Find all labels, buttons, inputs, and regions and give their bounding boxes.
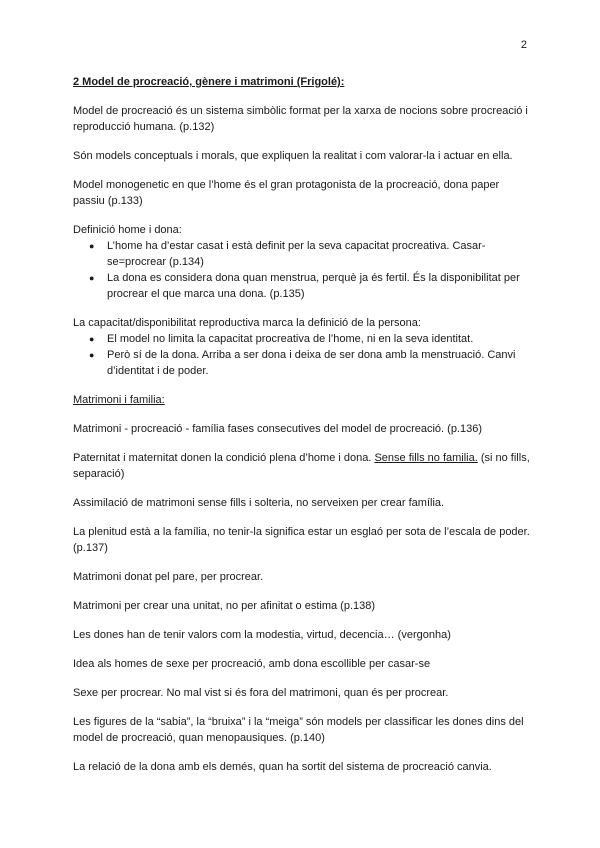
document-body bbox=[73, 74, 533, 788]
paragraph-sex-idea: Idea als homes de sexe per procreació, amb dona escollible per casar-se bbox=[73, 658, 431, 670]
paragraph-unity-marriage: Matrimoni per crear una unitat, no per afinitat o estima (p.138) bbox=[73, 600, 376, 612]
capacity-block bbox=[73, 315, 533, 379]
parenthood-note: (si no fills, separació) bbox=[73, 452, 530, 480]
definition-list bbox=[73, 238, 533, 302]
definition-block bbox=[73, 222, 533, 302]
paragraph-plenitude: La plenitud està a la família, no tenir-la significa estar un esglaó per sota de l’escala de poder. (p.137) bbox=[73, 526, 530, 554]
paragraph-sex-procreation: Sexe per procrear. No mal vist si és fora del matrimoni, quan és per procrear. bbox=[73, 687, 449, 699]
list-item: ● Però sí de la dona. Arriba a ser dona i deixa de ser dona amb la menstruació. Canvi d’identitat i de poder. bbox=[107, 347, 533, 379]
capacity-intro: La capacitat/disponibilitat reproductiva marca la definició de la persona: bbox=[73, 317, 421, 329]
paragraph-relation: La relació de la dona amb els demés, quan ha sortit del sistema de procreació canvia. bbox=[73, 761, 492, 773]
paragraph-parenthood bbox=[73, 450, 533, 482]
parenthood-text: Paternitat i maternitat donen la condició plena d’home i dona. bbox=[73, 452, 375, 464]
parenthood-underlined: Sense fills no familia. bbox=[374, 452, 478, 464]
paragraph-conceptual-models: Són models conceptuals i morals, que expliquen la realitat i com valorar-la i actuar en ella. bbox=[73, 150, 513, 162]
paragraph-assimilation: Assimilació de matrimoni sense fills i solteria, no serveixen per crear família. bbox=[73, 497, 445, 509]
paragraph-figures: Les figures de la “sabia”, la “bruixa” i la “meiga” són models per classificar les dones dins del model de procreació, quan menopausiques. (p.140) bbox=[73, 716, 524, 744]
list-item: ● La dona es considera dona quan menstrua, perquè ja és fertil. És la disponibilitat per procrear el que marca una dona. (p.135) bbox=[107, 270, 533, 302]
subheading-matrimoni: Matrimoni i familia: bbox=[73, 394, 165, 406]
section-heading: 2 Model de procreació, gènere i matrimoni (Frigolé): bbox=[73, 76, 345, 88]
list-item: ● L’home ha d’estar casat i està definit per la seva capacitat procreativa. Casar-se=procrear (p.134) bbox=[107, 238, 533, 270]
paragraph-model-definition: Model de procreació és un sistema simbòlic format per la xarxa de nocions sobre procreació i reproducció humana. (p.132) bbox=[73, 105, 528, 133]
list-item: ● El model no limita la capacitat procreativa de l’home, ni en la seva identitat. bbox=[107, 331, 533, 347]
page-number: 2 bbox=[520, 39, 527, 51]
paragraph-values: Les dones han de tenir valors com la modestia, virtud, decencia… (vergonha) bbox=[73, 629, 451, 641]
definition-intro: Definició home i dona: bbox=[73, 224, 182, 236]
paragraph-father-marriage: Matrimoni donat pel pare, per procrear. bbox=[73, 571, 264, 583]
capacity-list bbox=[73, 331, 533, 379]
paragraph-monogenetic-model: Model monogenetic en que l’home és el gran protagonista de la procreació, dona paper passiu (p.133) bbox=[73, 179, 500, 207]
paragraph-phases: Matrimoni - procreació - família fases consecutives del model de procreació. (p.136) bbox=[73, 423, 483, 435]
